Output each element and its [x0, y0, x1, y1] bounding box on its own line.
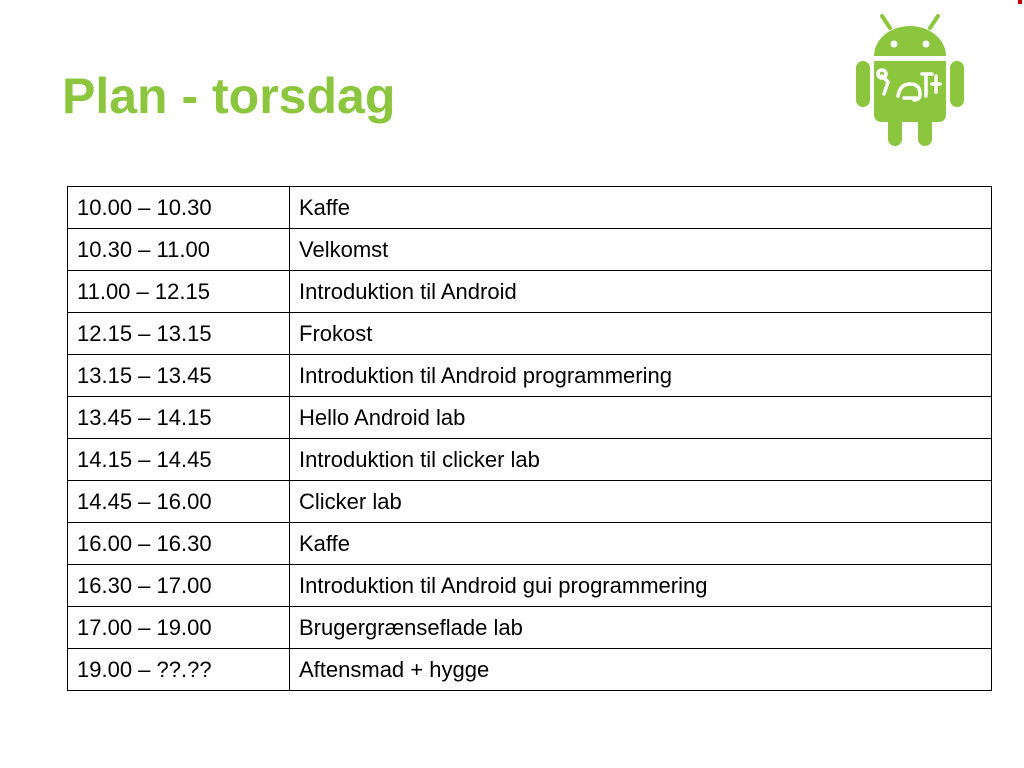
android-robot-icon [852, 14, 968, 148]
slide-title: Plan - torsdag [62, 68, 396, 124]
activity-cell: Introduktion til clicker lab [290, 439, 992, 481]
activity-cell: Introduktion til Android programmering [290, 355, 992, 397]
time-cell: 11.00 – 12.15 [68, 271, 290, 313]
table-row [68, 481, 992, 523]
table-row [68, 355, 992, 397]
time-cell: 10.00 – 10.30 [68, 187, 290, 229]
table-row [68, 439, 992, 481]
time-cell: 13.15 – 13.45 [68, 355, 290, 397]
table-row [68, 313, 992, 355]
activity-cell: Velkomst [290, 229, 992, 271]
table-row [68, 229, 992, 271]
table-row [68, 649, 992, 691]
table-row [68, 397, 992, 439]
time-cell: 14.45 – 16.00 [68, 481, 290, 523]
activity-cell: Brugergrænseflade lab [290, 607, 992, 649]
table-row [68, 607, 992, 649]
activity-cell: Hello Android lab [290, 397, 992, 439]
table-row [68, 187, 992, 229]
activity-cell: Introduktion til Android gui programmering [290, 565, 992, 607]
schedule-body [68, 187, 992, 691]
activity-cell: Aftensmad + hygge [290, 649, 992, 691]
table-row [68, 523, 992, 565]
schedule-table [67, 186, 992, 691]
activity-cell: Kaffe [290, 187, 992, 229]
time-cell: 19.00 – ??.?? [68, 649, 290, 691]
time-cell: 13.45 – 14.15 [68, 397, 290, 439]
table-row [68, 271, 992, 313]
time-cell: 16.30 – 17.00 [68, 565, 290, 607]
time-cell: 12.15 – 13.15 [68, 313, 290, 355]
time-cell: 14.15 – 14.45 [68, 439, 290, 481]
table-row [68, 565, 992, 607]
activity-cell: Frokost [290, 313, 992, 355]
corner-mark [1018, 0, 1022, 4]
time-cell: 16.00 – 16.30 [68, 523, 290, 565]
activity-cell: Kaffe [290, 523, 992, 565]
time-cell: 17.00 – 19.00 [68, 607, 290, 649]
activity-cell: Clicker lab [290, 481, 992, 523]
time-cell: 10.30 – 11.00 [68, 229, 290, 271]
activity-cell: Introduktion til Android [290, 271, 992, 313]
